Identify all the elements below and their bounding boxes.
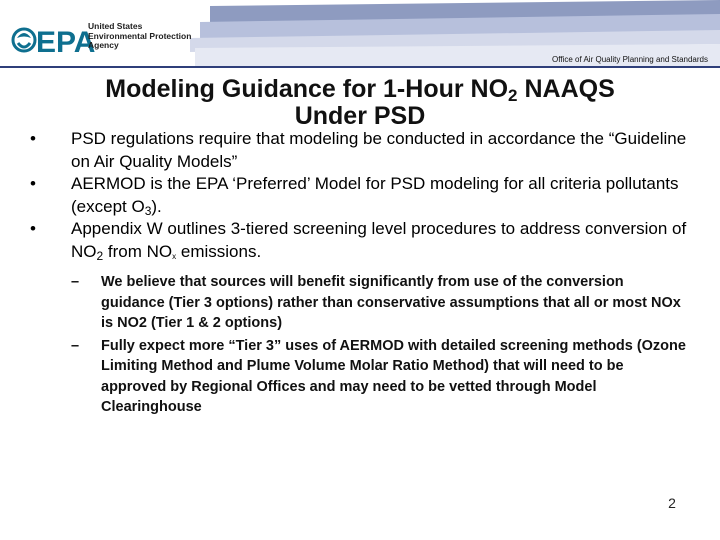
sub-bullet-list	[30, 272, 690, 418]
agency-name	[88, 22, 208, 51]
bullet-text: from NO	[103, 241, 173, 261]
bullet-text: AERMOD is the EPA ‘Preferred’ Model for PSD modeling for all criteria pollutants (except O	[71, 174, 679, 216]
sub-bullet-marker: –	[71, 274, 80, 290]
bullet-text: PSD regulations require that modeling be conducted in accordance the “Guideline on Air Quality Models”	[71, 129, 687, 171]
sub-bullet-text: Fully expect more “Tier 3” uses of AERMOD with detailed screening methods (Ozone Limiting Method and Plume Volume Molar Ratio Method) that will need to be approved by Regional Offices and may need to be vetted through Model Clearinghouse	[101, 337, 686, 415]
page-number: 2	[668, 495, 676, 511]
bullet-item	[30, 128, 690, 173]
bullet-marker: •	[30, 129, 36, 148]
title-text: Modeling Guidance for 1-Hour NO	[105, 75, 509, 103]
sub-bullet-item	[30, 336, 690, 418]
slide-title	[0, 74, 720, 131]
bullet-subscript: x	[172, 251, 177, 261]
bullet-text: ).	[151, 196, 162, 216]
slide-body	[30, 128, 690, 420]
bullet-marker: •	[30, 219, 36, 238]
bullet-subscript: 3	[144, 203, 152, 218]
title-line-2: Under PSD	[294, 102, 426, 130]
agency-line: United States	[88, 21, 143, 31]
bullet-text: Appendix W outlines 3-tiered screening level procedures to address conversion of NO	[71, 219, 687, 261]
bullet-item	[30, 218, 690, 263]
title-subscript: 2	[508, 86, 518, 105]
bullet-subscript: 2	[96, 248, 104, 263]
bullet-text: emissions.	[176, 241, 262, 261]
agency-line: Environmental Protection	[88, 30, 192, 41]
title-text: NAAQS	[517, 75, 615, 103]
sub-bullet-marker: –	[71, 337, 80, 354]
sub-bullet-text: We believe that sources will benefit significantly from use of the conversion guidance (Tier 3 options) rather than conservative assumptions that all or most NOx is NO2 (Tier 1 & 2 options)	[101, 274, 681, 331]
bullet-item	[30, 173, 690, 218]
logo-text: EPA	[36, 26, 96, 59]
bullet-marker: •	[30, 174, 36, 193]
office-name: Office of Air Quality Planning and Standards	[552, 55, 708, 64]
sub-bullet-item	[30, 272, 690, 334]
agency-line: Agency	[88, 40, 119, 50]
flower-icon	[13, 29, 35, 51]
title-line-1	[105, 75, 615, 103]
